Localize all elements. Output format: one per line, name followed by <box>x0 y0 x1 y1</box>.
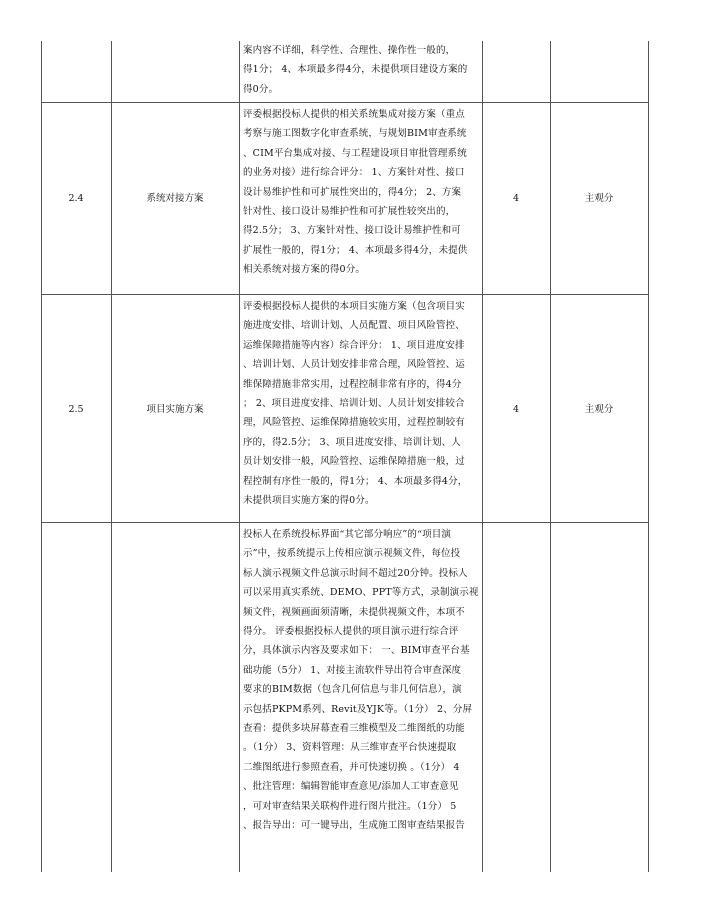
row-0-description <box>243 41 483 99</box>
description-line: 考察与施工图数字化审查系统，与规划BIM审查系统 <box>243 128 467 140</box>
row-2-id: 2.5 <box>68 404 84 415</box>
description-line: 得0分。 <box>243 83 279 95</box>
row-2-item: 项目实施方案 <box>146 404 204 415</box>
row-1-item: 系统对接方案 <box>146 193 204 204</box>
description-line: 设计易维护性和可扩展性突出的，得4分； 2、方案 <box>243 186 462 198</box>
col-border <box>239 41 240 872</box>
row-3-description <box>243 525 483 836</box>
description-line: 投标人在系统投标界面“其它部分响应”的“项目演 <box>243 529 452 540</box>
description-line: ，可对审查结果关联构件进行图片批注。（1分） 5 <box>243 800 457 812</box>
row-1-type: 主观分 <box>584 193 614 204</box>
row-border <box>41 522 649 523</box>
description-line: 可以采用真实系统、DEMO、PPT等方式，录制演示视 <box>243 587 479 599</box>
description-line: 维保障措施非常实用，过程控制非常有序的，得4分 <box>243 378 462 390</box>
description-line: 理，风险管控、运维保障措施较实用，过程控制较有 <box>243 417 465 429</box>
col-border <box>41 41 42 872</box>
description-line: 扩展性一般的，得1分； 4、本项最多得4分，未提供 <box>243 244 468 256</box>
description-line: 的业务对接）进行综合评分： 1、方案针对性、接口 <box>243 167 465 179</box>
row-border <box>41 294 649 295</box>
description-line: 。（1分） 3、资料管理：从三维审查平台快速提取 <box>243 742 457 754</box>
scoring-table <box>41 41 648 872</box>
row-1-description <box>243 105 483 280</box>
description-line: 得分。 评委根据投标人提供的项目演示进行综合评 <box>243 626 459 638</box>
description-line: 、批注管理：编辑智能审查意见/添加人工审查意见 <box>243 781 459 793</box>
description-line: 分，具体演示内容及要求如下： 一、BIM审查平台基 <box>243 645 470 657</box>
description-line: 频文件，视频画面须清晰，未提供视频文件，本项不 <box>243 606 465 618</box>
row-2-type: 主观分 <box>584 404 614 415</box>
description-line: 相关系统对接方案的得0分。 <box>243 264 365 276</box>
description-line: 评委根据投标人提供的本项目实施方案（包含项目实 <box>243 301 465 312</box>
description-line: 序的，得2.5分； 3、项目进度安排、培训计划、人 <box>243 436 461 448</box>
description-line: 、CIM平台集成对接、与工程建设项目审批管理系统 <box>243 147 467 159</box>
description-line: ； 2、项目进度安排、培训计划、人员计划安排较合 <box>243 398 465 410</box>
row-1-score: 4 <box>512 193 520 204</box>
description-line: 施进度安排、培训计划、人员配置、项目风险管控、 <box>243 320 465 332</box>
description-line: 、培训计划、人员计划安排非常合理，风险管控、运 <box>243 359 465 371</box>
row-border <box>41 102 649 103</box>
description-line: 未提供项目实施方案的得0分。 <box>243 495 375 507</box>
description-line: 示”中，按系统提示上传相应演示视频文件，每位投 <box>243 548 461 560</box>
description-line: 础功能（5分） 1、对接主流软件导出符合审查深度 <box>243 664 462 676</box>
description-line: 要求的BIM数据（包含几何信息与非几何信息），演 <box>243 684 462 696</box>
description-line: 示包括PKPM系列、Revit及YJK等。（1分） 2、分屏 <box>243 703 473 715</box>
row-1-id: 2.4 <box>68 193 84 204</box>
row-2-description <box>243 297 483 510</box>
description-line: 二维图纸进行参照查看，并可快速切换 。（1分） 4 <box>243 761 460 773</box>
description-line: 标人演示视频文件总演示时间不超过20分钟。投标人 <box>243 567 468 579</box>
description-line: 案内容不详细，科学性、合理性、操作性一般的， <box>243 45 456 56</box>
description-line: 员计划安排一般，风险管控、运维保障措施一般，过 <box>243 456 465 468</box>
description-line: 针对性、接口设计易维护性和可扩展性较突出的， <box>243 206 456 218</box>
description-line: 得2.5分； 3、方案针对性、接口设计易维护性和可 <box>243 225 461 237</box>
col-border <box>550 41 551 872</box>
description-line: 评委根据投标人提供的相关系统集成对接方案（重点 <box>243 109 465 120</box>
row-2-score: 4 <box>512 404 520 415</box>
description-line: 程控制有序性一般的，得1分； 4、本项最多得4分， <box>243 475 468 487</box>
description-line: 运维保障措施等内容）综合评分： 1、项目进度安排 <box>243 339 465 351</box>
description-line: 得1分； 4、本项最多得4分，未提供项目建设方案的 <box>243 64 468 76</box>
description-line: 、报告导出：可一键导出，生成施工图审查结果报告 <box>243 820 465 832</box>
col-border <box>111 41 112 872</box>
description-line: 查看：提供多块屏幕查看三维模型及二维图纸的功能 <box>243 723 465 735</box>
col-border <box>648 41 649 872</box>
